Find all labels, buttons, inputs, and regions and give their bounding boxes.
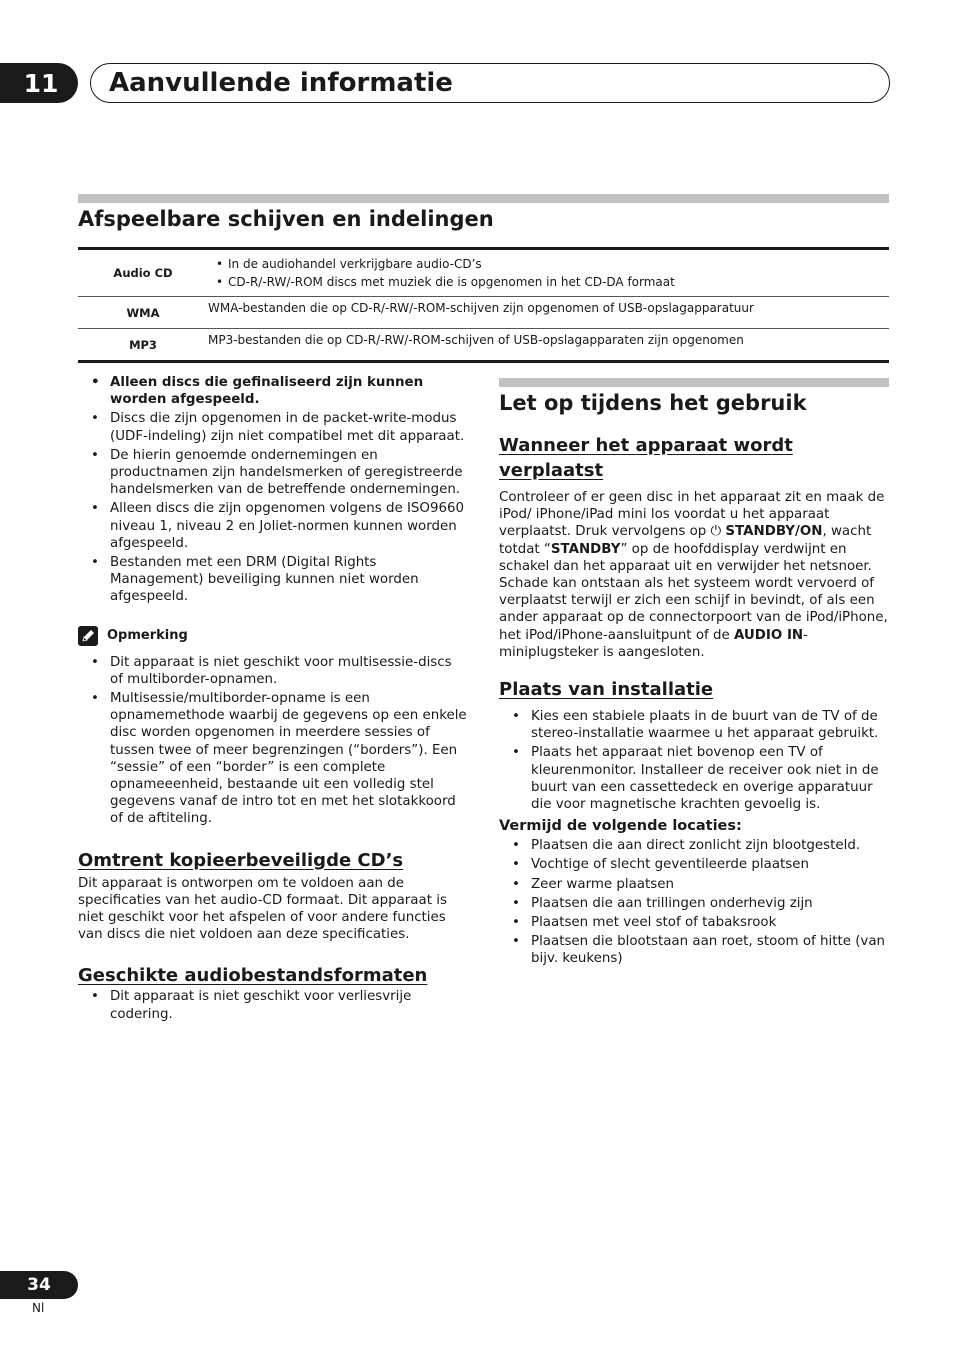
format-cell: MP3 xyxy=(129,337,157,352)
list-item: • Alleen discs die gefinaliseerd zijn kunnen worden afgespeeld. xyxy=(78,374,468,408)
section-title-caution: Let op tijdens het gebruik xyxy=(499,391,807,415)
description-cell xyxy=(208,249,889,297)
right-column xyxy=(499,391,891,970)
list-item: • De hierin genoemde ondernemingen en productnamen zijn handelsmerken of geregistreerde handelsmerken van de betreffende ondernemingen. xyxy=(78,447,468,499)
moving-heading: Wanneer het apparaat wordt verplaatst xyxy=(499,435,793,481)
table-row xyxy=(78,329,889,362)
language-code: Nl xyxy=(32,1301,45,1315)
page-number: 34 xyxy=(0,1271,78,1299)
table-row xyxy=(78,249,889,297)
section-divider xyxy=(499,378,889,387)
list-item: • Dit apparaat is niet geschikt voor verliesvrije codering. xyxy=(78,988,468,1022)
installation-heading: Plaats van installatie xyxy=(499,679,714,701)
section-divider xyxy=(78,194,889,203)
installation-list xyxy=(499,708,891,813)
list-item: • Alleen discs die zijn opgenomen volgens de ISO9660 niveau 1, niveau 2 en Joliet-normen kunnen worden afgespeeld. xyxy=(78,500,468,552)
list-item: • In de audiohandel verkrijgbare audio-CD’s xyxy=(216,257,482,271)
list-item: • Zeer warme plaatsen xyxy=(499,876,891,893)
chapter-title: Aanvullende informatie xyxy=(90,63,890,103)
pencil-note-icon xyxy=(78,626,98,646)
list-item: • Vochtige of slecht geventileerde plaatsen xyxy=(499,856,891,873)
section-title-playable-discs: Afspeelbare schijven en indelingen xyxy=(78,207,494,231)
note-label: Opmerking xyxy=(107,628,188,644)
list-item: • Bestanden met een DRM (Digital Rights Management) beveiliging kunnen niet worden afgespeeld. xyxy=(78,554,468,606)
description-cell: MP3-bestanden die op CD-R/-RW/-ROM-schijven of USB-opslagapparaten zijn opgenomen xyxy=(208,333,744,347)
power-icon: ⏻ xyxy=(710,524,726,540)
note-list xyxy=(78,654,468,828)
list-item: • Plaatsen die aan direct zonlicht zijn blootgesteld. xyxy=(499,837,891,854)
audio-formats-list xyxy=(78,988,468,1022)
list-item: • Dit apparaat is niet geschikt voor multisessie-discs of multiborder-opnamen. xyxy=(78,654,468,688)
avoid-list xyxy=(499,837,891,967)
list-item: • Plaatsen met veel stof of tabaksrook xyxy=(499,914,891,931)
list-item: • Multisessie/multiborder-opname is een opnamemethode waarbij de gegevens op een enkele disc worden opgenomen in meerdere sessies of tussen twee of meer begrenzingen (“borders”). Een “sessie” of een “border” is een complete opnameeenheid, bestaande uit een volledig stel gegevens vanaf de intro tot en met het slotakkoord of de aftiteling. xyxy=(78,690,468,828)
list-item: • Discs die zijn opgenomen in de packet-write-modus (UDF-indeling) zijn niet compatibel met dit apparaat. xyxy=(78,410,468,444)
moving-text: Controleer of er geen disc in het apparaat zit en maak de iPod/ iPhone/iPad mini los voordat u het apparaat verplaatst. Druk vervolgens op ⏻ STANDBY/ON, wacht totdat “STANDBY” op de hoofddisplay verdwijnt en schakel dan het apparaat uit en verwijder het netsnoer. Schade kan ontstaan als het systeem wordt vervoerd of verplaatst terwijl er zich een schijf in bevindt, of als een ander apparaat op de connectorpoort van de iPod/iPhone, het iPod/iPhone-aansluitpunt of de AUDIO IN-miniplugsteker is aangesloten. xyxy=(499,490,888,660)
list-item: • Plaatsen die blootstaan aan roet, stoom of hitte (van bijv. keukens) xyxy=(499,933,891,967)
table-row xyxy=(78,297,889,329)
format-cell: WMA xyxy=(126,305,160,320)
chapter-number-badge: 11 xyxy=(0,63,78,103)
audio-formats-heading: Geschikte audiobestandsformaten xyxy=(78,965,428,987)
description-cell: WMA-bestanden die op CD-R/-RW/-ROM-schijven zijn opgenomen of USB-opslagapparatuur xyxy=(208,301,754,315)
list-item: • Kies een stabiele plaats in de buurt van de TV of de stereo-installatie waarmee u het apparaat gebruikt. xyxy=(499,708,891,742)
list-item: • Plaats het apparaat niet bovenop een TV of kleurenmonitor. Installeer de receiver ook niet in de buurt van een cassettedeck en overige apparatuur die voor magnetische krachten gevoelig is. xyxy=(499,744,891,813)
copy-protect-heading: Omtrent kopieerbeveiligde CD’s xyxy=(78,849,404,871)
playback-notes-list xyxy=(78,374,468,606)
copy-protect-text: Dit apparaat is ontworpen om te voldoen aan de specificaties van het audio-CD formaat. Dit apparaat is niet geschikt voor het afspelen of voor andere functies van discs die niet voldoen aan deze specificaties. xyxy=(78,875,447,943)
left-column xyxy=(78,374,468,1025)
list-item: • Plaatsen die aan trillingen onderhevig zijn xyxy=(499,895,891,912)
note-heading xyxy=(78,626,468,646)
list-item: • CD-R/-RW/-ROM discs met muziek die is opgenomen in het CD-DA formaat xyxy=(216,275,675,289)
avoid-heading: Vermijd de volgende locaties: xyxy=(499,818,742,835)
format-cell: Audio CD xyxy=(113,266,173,280)
formats-table xyxy=(78,247,889,363)
